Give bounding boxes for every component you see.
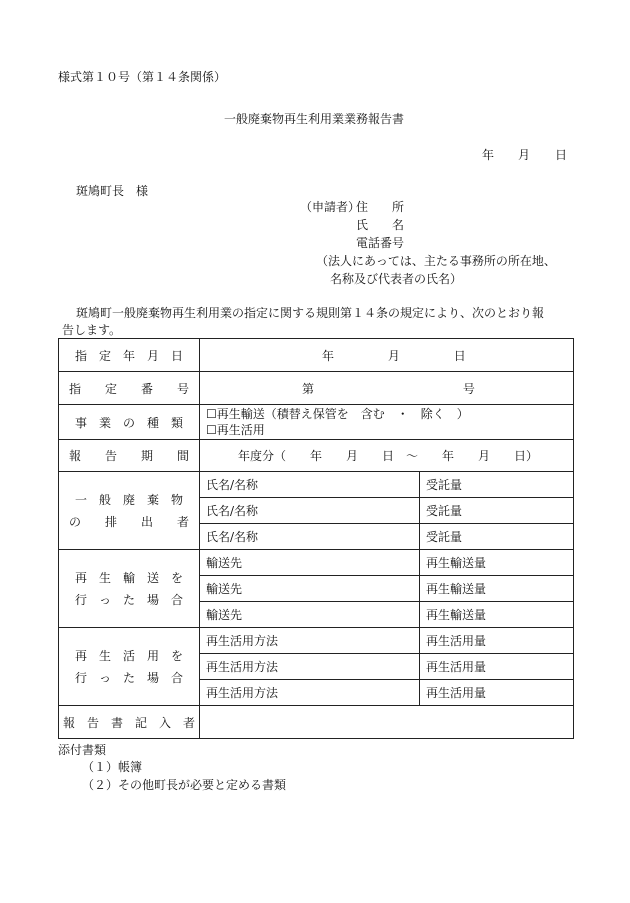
report-period-field[interactable] [200,440,574,472]
addressee: 斑鳩町長 様 [76,184,149,198]
designation-number-label: 指 定 番 号 [59,372,200,405]
utilization-amount-cell[interactable]: 再生活用量 [420,628,574,654]
transport-label-line-2: 行 っ た 場 合 [74,592,183,607]
body-text-2: 告します。 [62,323,122,337]
utilization-label [59,628,200,706]
transport-label-line-1: 再 生 輸 送 を [74,570,183,585]
designation-month: 月 [387,348,400,363]
utilization-label-line-1: 再 生 活 用 を [74,648,183,663]
emitter-label-line-2: の 排 出 者 [68,514,189,529]
utilization-label-line-2: 行 っ た 場 合 [74,670,183,685]
transport-destination-cell[interactable]: 輸送先 [200,576,420,602]
transport-destination-cell[interactable]: 輸送先 [200,550,420,576]
emitter-amount-cell[interactable]: 受託量 [420,472,574,498]
attachments-title: 添付書類 [58,743,107,757]
attachment-item-1: （１）帳簿 [82,760,143,774]
utilization-amount-cell[interactable]: 再生活用量 [420,680,574,706]
applicant-phone-label: 電話番号 [356,236,405,250]
date-year: 年 [482,148,495,162]
emitter-label-line-1: 一 般 廃 棄 物 [74,492,183,507]
emitter-name-cell[interactable]: 氏名/名称 [200,498,420,524]
emitter-label [59,472,200,550]
applicant-label: （申請者） [300,200,361,214]
emitter-amount-cell[interactable]: 受託量 [420,498,574,524]
emitter-name-cell[interactable]: 氏名/名称 [200,524,420,550]
applicant-name-label: 氏 名 [356,218,405,232]
designation-day: 日 [453,348,466,363]
transport-amount-cell[interactable]: 再生輸送量 [420,550,574,576]
designation-date-row [59,339,574,372]
option-recycle-use[interactable]: ☐再生活用 [206,423,265,437]
designation-date-label: 指 定 年 月 日 [59,339,200,372]
report-form-table [58,338,574,739]
designation-number-field[interactable] [200,372,574,405]
designation-date-field[interactable] [200,339,574,372]
business-type-row [59,405,574,440]
utilization-amount-cell[interactable]: 再生活用量 [420,654,574,680]
reporter-field[interactable] [200,706,574,739]
transport-label [59,550,200,628]
designation-number-prefix: 第 [302,381,315,396]
option-recycle-transport[interactable]: ☐再生輸送（積替え保管を 含む ・ 除く ） [206,407,469,421]
designation-year: 年 [322,348,335,363]
reporter-label: 報 告 書 記 入 者 [59,706,200,739]
transport-amount-cell[interactable]: 再生輸送量 [420,576,574,602]
designation-number-suffix: 号 [462,381,475,396]
emitter-amount-cell[interactable]: 受託量 [420,524,574,550]
body-text-1: 斑鳩町一般廃棄物再生利用業の指定に関する規則第１４条の規定により、次のとおり報 [76,306,545,320]
utilization-method-cell[interactable]: 再生活用方法 [200,654,420,680]
attachment-item-2: （２）その他町長が必要と定める書類 [82,778,287,792]
transport-amount-cell[interactable]: 再生輸送量 [420,602,574,628]
applicant-note-1: （法人にあっては、主たる事務所の所在地、 [316,254,556,268]
document-title: 一般廃棄物再生利用業業務報告書 [224,112,405,126]
business-type-options [200,405,574,440]
date-day: 日 [555,148,568,162]
report-period-label: 報 告 期 間 [59,440,200,472]
date-month: 月 [518,148,531,162]
designation-number-row [59,372,574,405]
report-period-row [59,440,574,472]
applicant-note-2: 名称及び代表者の氏名） [330,272,463,286]
emitter-name-cell[interactable]: 氏名/名称 [200,472,420,498]
utilization-method-cell[interactable]: 再生活用方法 [200,680,420,706]
utilization-method-cell[interactable]: 再生活用方法 [200,628,420,654]
reporter-row [59,706,574,739]
form-number: 様式第１０号（第１４条関係） [58,70,227,84]
applicant-address-label: 住 所 [356,200,405,214]
report-period-text: 年度分（ 年 月 日 ～ 年 月 日） [238,449,539,463]
business-type-label: 事 業 の 種 類 [59,405,200,440]
transport-destination-cell[interactable]: 輸送先 [200,602,420,628]
